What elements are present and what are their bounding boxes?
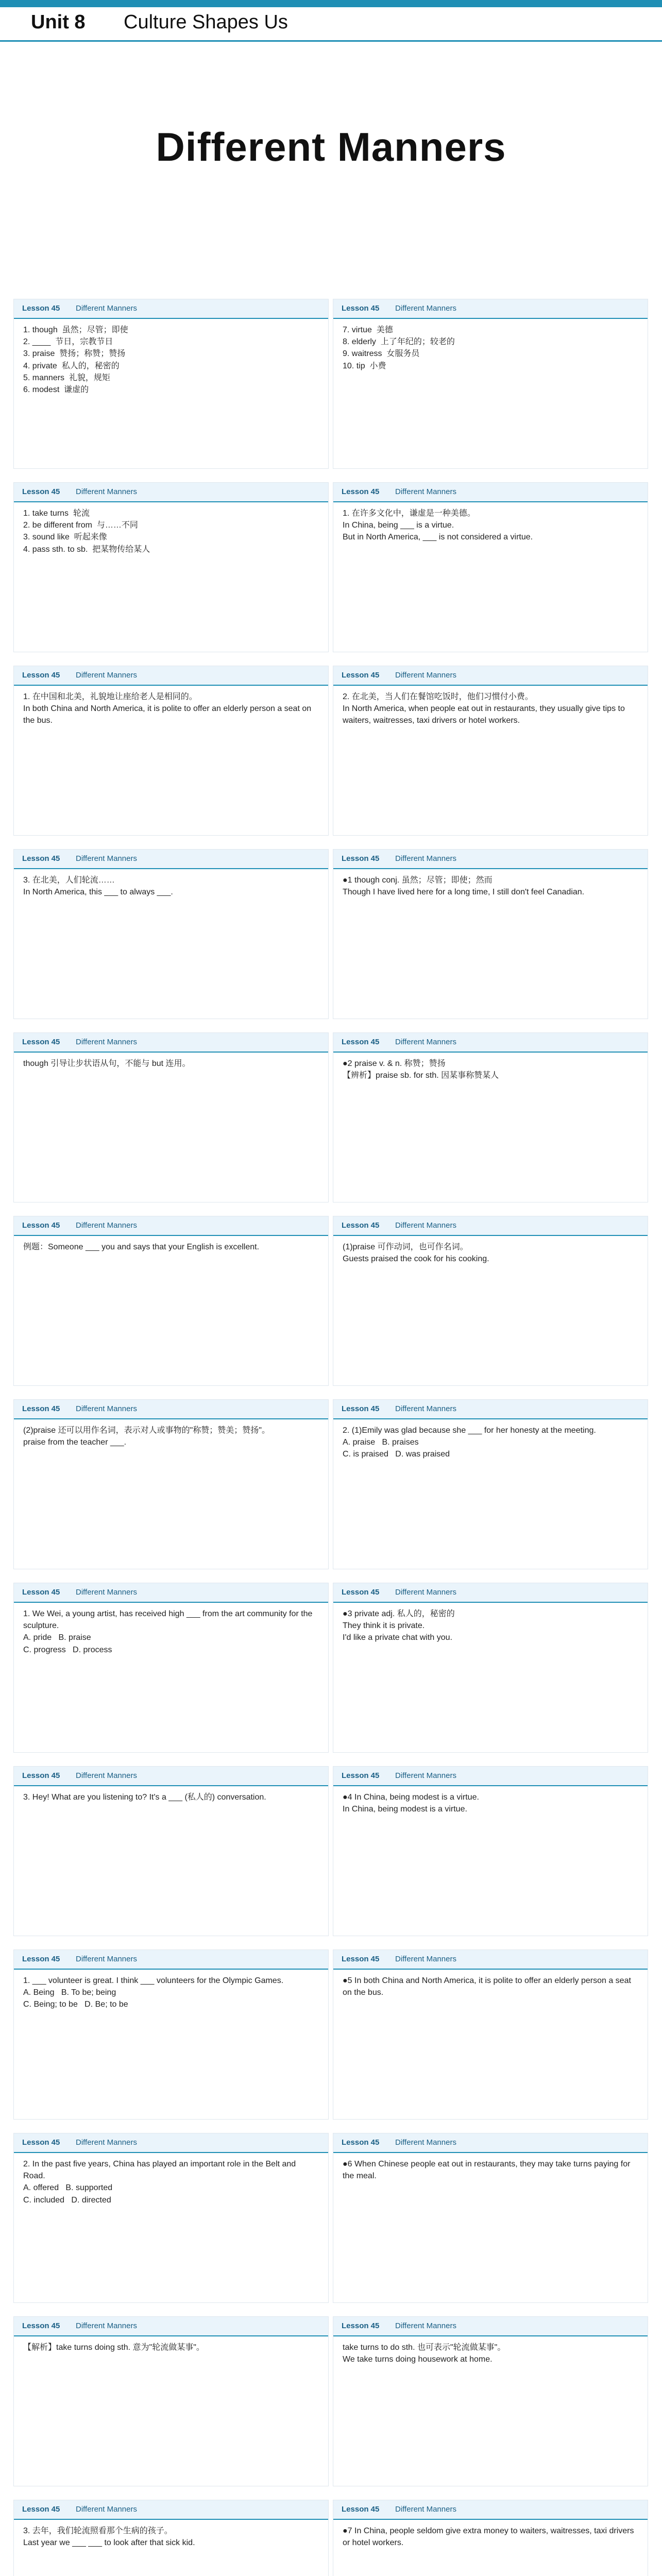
slide-topic: Different Manners [76, 2321, 137, 2330]
slide-topic: Different Manners [395, 854, 456, 863]
slide-lesson: Lesson 45 [22, 854, 60, 863]
slide-topic: Different Manners [76, 304, 137, 313]
slide-content: (2)praise 还可以用作名词，表示对人或事物的"称赞；赞美；赞扬"。 praise from the teacher ___. [23, 1426, 270, 1447]
slide-content: 1. ___ volunteer is great. I think ___ volunteers for the Olympic Games. A. Being B. To be; being C. Being; to be D. Be; to be [23, 1976, 284, 2009]
slide-topic: Different Manners [76, 1404, 137, 1413]
unit-title: Culture Shapes Us [124, 11, 288, 33]
slide-content: ●1 though conj. 虽然；尽管；即使；然而 Though I have lived here for a long time, I still don't feel Canadian. [343, 876, 585, 897]
slide-card [13, 2500, 329, 2576]
slide-content: 7. virtue 美德 8. elderly 上了年纪的；较老的 9. waitress 女服务员 10. tip 小费 [343, 326, 455, 370]
slide-card [333, 1399, 648, 1569]
slide-content: (1)praise 可作动词，也可作名词。 Guests praised the cook for his cooking. [343, 1243, 489, 1264]
slide-content: 3. 去年，我们轮流照看那个生病的孩子。 Last year we ___ ___ to look after that sick kid. [23, 2527, 195, 2548]
slide-topbar [333, 1767, 648, 1786]
slide-topic: Different Manners [395, 1955, 456, 1963]
slide-card [13, 1950, 329, 2120]
slide-topbar [14, 1767, 328, 1786]
slide-topbar [14, 666, 328, 686]
slide-topic: Different Manners [395, 487, 456, 496]
slide-card [13, 849, 329, 1019]
slide-lesson: Lesson 45 [342, 854, 380, 863]
slide-topbar [14, 2133, 328, 2153]
slide-topic: Different Manners [395, 1771, 456, 1780]
slide-topic: Different Manners [395, 2138, 456, 2147]
slide-topbar [333, 1216, 648, 1236]
slide-topic: Different Manners [76, 1955, 137, 1963]
slide-content: 1. take turns 轮流 2. be different from 与……不同 3. sound like 听起来像 4. pass sth. to sb. 把某物传给某人 [23, 509, 150, 554]
slide-card [13, 666, 329, 836]
slide-topic: Different Manners [395, 1038, 456, 1046]
slide-topic: Different Manners [76, 854, 137, 863]
slide-lesson: Lesson 45 [22, 2505, 60, 2514]
slide-lesson: Lesson 45 [342, 304, 380, 313]
slide-topbar [333, 1583, 648, 1603]
slide-topbar [333, 2133, 648, 2153]
slide-topic: Different Manners [395, 1404, 456, 1413]
slide-topic: Different Manners [395, 1221, 456, 1230]
slide-content: 1. 在中国和北美，礼貌地让座给老人是相同的。 In both China and North America, it is polite to offer an elderly person a seat on the bus. [23, 692, 312, 725]
slide-lesson: Lesson 45 [22, 304, 60, 313]
slide-topic: Different Manners [76, 2505, 137, 2514]
slide-topbar [333, 1950, 648, 1970]
slide-topbar [14, 1400, 328, 1419]
slide-content: ●2 praise v. & n. 称赞；赞扬 【辨析】praise sb. for sth. 因某事称赞某人 [343, 1059, 499, 1080]
slide-card [333, 2316, 648, 2486]
slide-lesson: Lesson 45 [342, 1588, 380, 1597]
slide-lesson: Lesson 45 [22, 487, 60, 496]
slide-card [333, 1583, 648, 1753]
slide-topic: Different Manners [76, 2138, 137, 2147]
slide-topbar [14, 1216, 328, 1236]
slide-topic: Different Manners [76, 1221, 137, 1230]
slide-topbar [14, 1033, 328, 1053]
slide-lesson: Lesson 45 [342, 487, 380, 496]
slide-topic: Different Manners [395, 2321, 456, 2330]
slide-topbar [333, 2500, 648, 2520]
slide-card [13, 1399, 329, 1569]
slide-content: 1. 在许多文化中，谦虚是一种美德。 In China, being ___ is a virtue. But in North America, ___ is not considered a virtue. [343, 509, 533, 542]
slide-content: ●3 private adj. 私人的，秘密的 They think it is private. I'd like a private chat with you. [343, 1609, 455, 1642]
slide-topbar [333, 1033, 648, 1053]
slide-card [333, 849, 648, 1019]
slide-lesson: Lesson 45 [22, 1588, 60, 1597]
slide-topbar [14, 850, 328, 869]
slide-card [333, 1950, 648, 2120]
slide-content: 2. (1)Emily was glad because she ___ for her honesty at the meeting. A. praise B. praises C. is praised D. was praised [343, 1426, 596, 1459]
slide-topic: Different Manners [76, 1588, 137, 1597]
slide-lesson: Lesson 45 [342, 1955, 380, 1963]
slide-content: 2. 在北美，当人们在餐馆吃饭时，他们习惯付小费。 In North America, when people eat out in restaurants, they usually give tips to waiters, waitresses, taxi drivers or hotel workers. [343, 692, 625, 725]
slide-content: take turns to do sth. 也可表示"轮流做某事"。 We take turns doing housework at home. [343, 2343, 506, 2364]
slide-topbar [333, 1400, 648, 1419]
slide-topbar [14, 1950, 328, 1970]
slide-topbar [333, 483, 648, 502]
slide-lesson: Lesson 45 [22, 1955, 60, 1963]
slide-topic: Different Manners [395, 1588, 456, 1597]
slide-content: ●6 When Chinese people eat out in restaurants, they may take turns paying for the meal. [343, 2160, 633, 2181]
slide-topbar [333, 2317, 648, 2336]
slide-lesson: Lesson 45 [342, 1221, 380, 1230]
slide-content: 1. We Wei, a young artist, has received high ___ from the art community for the sculpture. A. pride B. praise C. progress D. process [23, 1609, 313, 1654]
slide-topbar [333, 850, 648, 869]
slide-topbar [333, 299, 648, 319]
slide-card [333, 1032, 648, 1202]
slide-topbar [14, 1583, 328, 1603]
slide-lesson: Lesson 45 [22, 1404, 60, 1413]
slide-content: 3. 在北美，人们轮流…… In North America, this ___ to always ___. [23, 876, 173, 897]
slide-topic: Different Manners [395, 304, 456, 313]
slide-card [333, 299, 648, 469]
slide-topic: Different Manners [76, 1771, 137, 1780]
slide-card [333, 482, 648, 652]
slide-lesson: Lesson 45 [342, 2138, 380, 2147]
slide-lesson: Lesson 45 [22, 1038, 60, 1046]
slide-card [13, 299, 329, 469]
slide-card [13, 482, 329, 652]
slide-lesson: Lesson 45 [22, 2321, 60, 2330]
page-title: Different Manners [156, 124, 506, 170]
slide-content: ●7 In China, people seldom give extra money to waiters, waitresses, taxi drivers or hotel workers. [343, 2527, 636, 2548]
slide-lesson: Lesson 45 [22, 2138, 60, 2147]
slide-topic: Different Manners [395, 2505, 456, 2514]
slide-content: 3. Hey! What are you listening to? It's a ___ (私人的) conversation. [23, 1793, 266, 1802]
slide-content: ●4 In China, being modest is a virtue. In China, being modest is a virtue. [343, 1793, 479, 1814]
slide-topbar [14, 483, 328, 502]
slide-card [333, 666, 648, 836]
slide-content: ●5 In both China and North America, it is polite to offer an elderly person a seat on the bus. [343, 1976, 634, 1997]
slide-lesson: Lesson 45 [342, 1771, 380, 1780]
slide-card [333, 2500, 648, 2576]
slide-lesson: Lesson 45 [342, 2505, 380, 2514]
header-stripe [0, 0, 662, 7]
slide-card [13, 1216, 329, 1386]
slide-topbar [14, 2500, 328, 2520]
slide-lesson: Lesson 45 [342, 2321, 380, 2330]
slide-content: 2. In the past five years, China has played an important role in the Belt and Road. A. offered B. supported C. included D. directed [23, 2160, 296, 2205]
slide-lesson: Lesson 45 [22, 1771, 60, 1780]
slide-lesson: Lesson 45 [22, 671, 60, 680]
unit-label: Unit 8 [31, 11, 86, 33]
slide-content: 例题：Someone ___ you and says that your English is excellent. [23, 1243, 260, 1251]
slide-topbar [14, 299, 328, 319]
page-header [0, 0, 662, 47]
slide-topic: Different Manners [76, 1038, 137, 1046]
slide-topbar [333, 666, 648, 686]
slide-content: though 引导让步状语从句，不能与 but 连用。 [23, 1059, 191, 1068]
slide-topic: Different Manners [395, 671, 456, 680]
slide-topic: Different Manners [76, 487, 137, 496]
slide-lesson: Lesson 45 [342, 1038, 380, 1046]
slide-lesson: Lesson 45 [22, 1221, 60, 1230]
slide-topbar [14, 2317, 328, 2336]
slide-card [13, 2133, 329, 2303]
slide-lesson: Lesson 45 [342, 671, 380, 680]
header-line [0, 40, 662, 42]
slide-card [13, 1583, 329, 1753]
slide-lesson: Lesson 45 [342, 1404, 380, 1413]
slide-card [13, 2316, 329, 2486]
slide-card [333, 2133, 648, 2303]
slide-card [333, 1766, 648, 1936]
slide-content: 【解析】take turns doing sth. 意为"轮流做某事"。 [23, 2343, 205, 2352]
slide-content: 1. though 虽然；尽管；即使 2. ____ 节日，宗教节日 3. praise 赞扬；称赞；赞扬 4. private 私人的，秘密的 5. manners 礼貌，规矩 6. modest 谦虚的 [23, 326, 128, 394]
slide-card [13, 1032, 329, 1202]
slide-card [13, 1766, 329, 1936]
slide-card [333, 1216, 648, 1386]
slide-topic: Different Manners [76, 671, 137, 680]
